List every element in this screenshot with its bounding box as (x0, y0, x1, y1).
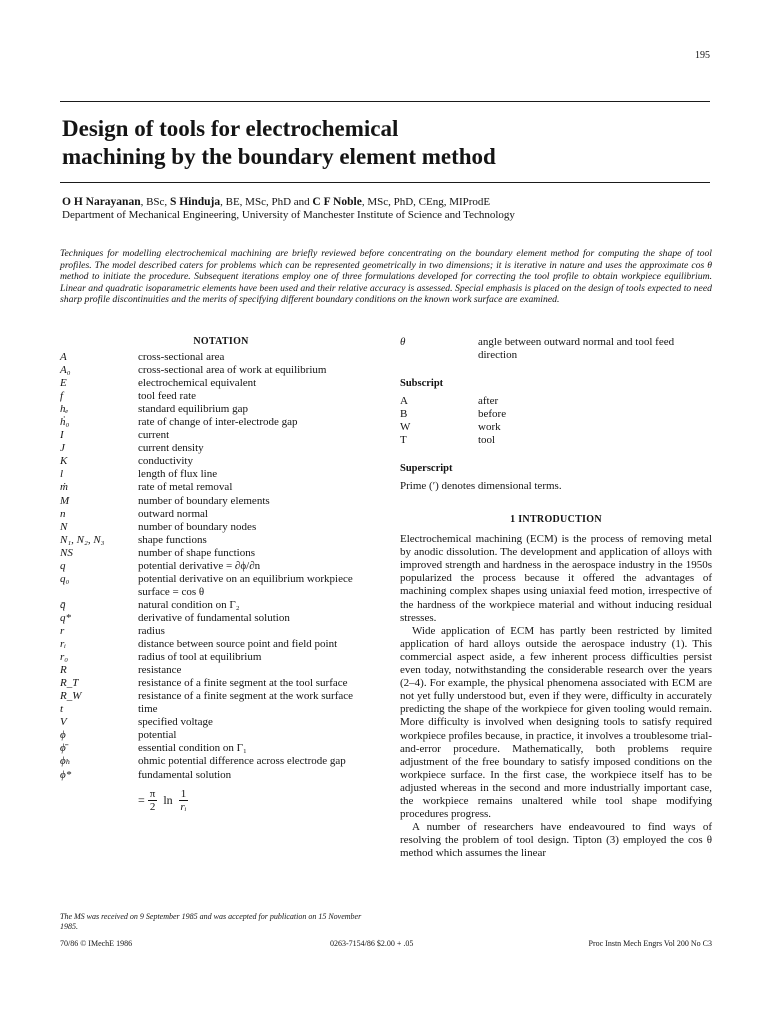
title-line-2: machining by the boundary element method (62, 144, 496, 169)
notation-row (60, 560, 382, 573)
footer-copyright: 70/86 © IMechE 1986 (60, 939, 133, 948)
notation-row (60, 651, 382, 664)
subscript-row (400, 395, 712, 408)
notation-list (60, 351, 382, 782)
notation-row (60, 508, 382, 521)
footer-journal-reference: Proc Instn Mech Engrs Vol 200 No C3 (588, 939, 712, 948)
subscript-value: before (478, 408, 507, 421)
formula-denominator-ri: rᵢ (180, 800, 187, 813)
notation-definition: shape functions (138, 533, 207, 546)
formula-fraction-pi-over-2 (148, 788, 158, 813)
subscript-row (400, 421, 712, 434)
notation-symbol: ϕ (60, 729, 66, 742)
author-1-name: O H Narayanan (62, 196, 141, 208)
notation-symbol: A₀ (60, 364, 71, 377)
notation-definition: essential condition on Γ₁ (138, 742, 247, 755)
notation-symbol: I (60, 429, 64, 442)
notation-row (60, 638, 382, 651)
notation-definition: standard equilibrium gap (138, 403, 248, 416)
notation-symbol: ϕₕ (60, 755, 71, 768)
introduction-paragraph-3: A number of researchers have endeavoured to find ways of resolving the problem of tool design. Tipton (3) employed the cos θ method which assumes the linear (400, 821, 712, 860)
subscript-value: tool (478, 434, 496, 447)
notation-symbol: ḣ₀ (60, 416, 70, 429)
superscript-heading: Superscript (400, 463, 453, 475)
notation-definition: radius of tool at equilibrium (138, 651, 262, 664)
author-2-credentials: , BE, MSc, PhD and (220, 196, 313, 208)
notation-symbol: N₁, N₂, N₃ (60, 533, 105, 546)
notation-row (60, 390, 382, 403)
superscript-text: Prime (′) denotes dimensional terms. (400, 480, 562, 493)
footer-issn-price: 0263-7154/86 $2.00 + .05 (330, 939, 414, 948)
notation-symbol: ϕ̄ (60, 742, 66, 755)
notation-row (60, 755, 382, 768)
notation-symbol: K (60, 455, 68, 468)
notation-symbol: A (60, 351, 67, 363)
notation-symbol: r₀ (60, 651, 69, 664)
formula-numerator-pi: π (149, 787, 156, 800)
notation-definition: resistance (138, 664, 182, 677)
introduction-heading: 1 INTRODUCTION (510, 514, 602, 526)
paper-title (62, 115, 702, 171)
notation-definition: fundamental solution (138, 768, 232, 781)
author-1-credentials: , BSc, (140, 196, 170, 208)
notation-definition: current density (138, 442, 204, 455)
notation-definition: number of boundary elements (138, 494, 270, 507)
notation-definition: cross-sectional area of work at equilibrium (138, 364, 327, 377)
notation-symbol: q₀ (60, 572, 70, 585)
notation-definition: potential (138, 729, 177, 742)
notation-definition: tool feed rate (138, 390, 197, 403)
introduction-paragraph-2: Wide application of ECM has partly been restricted by limited application of hard alloys outside the aerospace industry (1). This commercial aspect aside, a few inherent process difficulties persist even today, notwithstanding the considerable research over the years (2–4). For example, the physical phenomena associated with ECM are not yet fully understood but, even if they were, difficulty in accurately predicting the shape of the workpiece for given tooling would remain. More difficulty is involved when designing tools to satisfy required workpiece profiles because, in practice, it involves a troublesome trial-and-error procedure. Mathematically, both problems require adjustment of the free boundary to satisfy imposed conditions on the workpiece surface. In the first case, the workpiece itself has to be adjusted whereas in the second and more industrially important case, the workpiece remains unaltered while tool shape modifying procedures progress. (400, 624, 712, 821)
notation-symbol: q̄ (60, 598, 66, 611)
top-rule (60, 101, 710, 102)
introduction-section (400, 514, 712, 860)
left-column (60, 336, 382, 813)
notation-row (60, 716, 382, 729)
notation-symbol: l (60, 468, 64, 481)
notation-row (60, 468, 382, 481)
notation-definition: potential derivative = ∂ϕ/∂n (138, 559, 261, 572)
notation-row (60, 729, 382, 742)
notation-symbol: E (60, 377, 67, 390)
notation-definition: derivative of fundamental solution (138, 611, 290, 624)
notation-symbol: R_W (60, 690, 82, 703)
author-3-name: C F Noble (312, 196, 362, 208)
notation-definition: rate of metal removal (138, 481, 233, 494)
formula-numerator-1: 1 (180, 787, 187, 800)
notation-row (60, 351, 382, 364)
notation-definition: electrochemical equivalent (138, 377, 257, 390)
formula-equals: = (138, 792, 145, 807)
notation-definition: conductivity (138, 455, 193, 468)
notation-row (60, 442, 382, 455)
notation-heading: NOTATION (193, 336, 249, 347)
notation-symbol: ϕ* (60, 768, 72, 781)
subscript-list (400, 395, 712, 447)
notation-symbol: R_T (60, 677, 79, 690)
notation-row (60, 690, 382, 703)
notation-row (60, 521, 382, 534)
notation-symbol: rᵢ (60, 638, 67, 651)
notation-symbol: NS (60, 546, 73, 559)
subscript-value: after (478, 395, 499, 408)
author-affiliation: Department of Mechanical Engineering, University of Manchester Institute of Science and Technology (62, 209, 515, 221)
notation-row (60, 573, 382, 599)
notation-symbol: r (60, 624, 65, 637)
subscript-key: T (400, 434, 407, 447)
page-number: 195 (695, 50, 710, 61)
author-names (62, 196, 722, 209)
title-rule (60, 182, 710, 183)
notation-symbol: N (60, 520, 68, 533)
notation-symbol: ṁ (60, 481, 68, 494)
notation-symbol: R (60, 664, 67, 677)
subscript-heading: Subscript (400, 378, 444, 390)
notation-symbol: q* (60, 611, 71, 624)
notation-definition: ohmic potential difference across electrode gap (138, 755, 346, 768)
formula-ln: ln (163, 792, 173, 807)
subscript-key: A (400, 395, 408, 408)
notation-row (60, 547, 382, 560)
notation-definition: length of flux line (138, 468, 218, 481)
notation-row (60, 495, 382, 508)
notation-row (60, 612, 382, 625)
formula-fraction-1-over-ri (179, 788, 189, 813)
received-footnote: The MS was received on 9 September 1985 and was accepted for publication on 15 November 1985. (60, 912, 362, 931)
notation-definition: resistance of a finite segment at the work surface (138, 690, 354, 703)
notation-definition: rate of change of inter-electrode gap (138, 416, 298, 429)
formula-denominator-2: 2 (149, 800, 156, 813)
title-line-1: Design of tools for electrochemical (62, 116, 399, 141)
notation-definition: specified voltage (138, 716, 213, 729)
notation-definition: radius (138, 624, 165, 637)
subscript-row (400, 434, 712, 447)
notation-symbol: n (60, 507, 66, 520)
notation-row (60, 455, 382, 468)
author-2-name: S Hinduja (169, 196, 221, 208)
notation-symbol: V (60, 716, 67, 729)
notation-row (60, 364, 382, 377)
notation-row (60, 599, 382, 612)
notation-symbol: q (60, 559, 66, 572)
notation-symbol: J (60, 442, 65, 455)
notation-definition: number of boundary nodes (138, 520, 257, 533)
notation-definition: angle between outward normal and tool feed direction (478, 336, 675, 362)
notation-definition: cross-sectional area (138, 351, 225, 363)
notation-definition: current (138, 429, 170, 442)
notation-row (60, 664, 382, 677)
notation-symbol: M (60, 494, 70, 507)
subscript-value: work (478, 421, 501, 434)
notation-symbol: t (60, 703, 64, 716)
notation-row (60, 377, 382, 390)
author-block (62, 196, 722, 222)
notation-symbol: hₑ (60, 403, 69, 416)
notation-row (60, 769, 382, 782)
fundamental-solution-formula (138, 788, 382, 813)
notation-symbol: θ (400, 336, 406, 348)
subscript-key: B (400, 408, 408, 421)
notation-row (60, 429, 382, 442)
subscript-row (400, 408, 712, 421)
notation-definition: outward normal (138, 507, 208, 520)
notation-row (60, 677, 382, 690)
notation-definition: resistance of a finite segment at the tool surface (138, 677, 348, 690)
notation-definition: distance between source point and field point (138, 638, 338, 651)
notation-row (60, 534, 382, 547)
introduction-paragraph-1: Electrochemical machining (ECM) is the process of removing metal by anodic dissolution. The development and application of alloys with improved strength and hardness in the aerospace industry in the 1950s popularized the process because it offered the advantages of machining complex shapes using uniaxial feed motion, irrespective of the hardness of the workpiece material and without inducing residual stresses. (400, 533, 712, 624)
notation-row (60, 403, 382, 416)
notation-symbol: f (60, 390, 64, 403)
right-column (400, 336, 712, 860)
notation-definition: time (138, 703, 158, 716)
author-3-credentials: , MSc, PhD, CEng, MIProdE (361, 196, 491, 208)
notation-row-theta (400, 336, 712, 362)
notation-row (60, 481, 382, 494)
notation-row (60, 742, 382, 755)
notation-row (60, 625, 382, 638)
notation-row (60, 703, 382, 716)
abstract: Techniques for modelling electrochemical machining are briefly reviewed before concentrating on the boundary element method for computing the shape of tool profiles. The model described caters for problems which can be represented geometrically in two dimensions; it is iterative in nature and uses the approximate cos θ method to initiate the procedure. Subsequent iterations employ one of three formulations developed for correcting the tool profile to obtain workpiece equilibrium. Linear and quadratic isoparametric elements have been used and their relative accuracy is assessed. Special emphasis is placed on the design of tools expected to need sharp profile discontinuities and the merits of specifying different boundary conditions on the known work surface are examined. (60, 248, 712, 306)
subscript-key: W (400, 421, 411, 434)
notation-definition: potential derivative on an equilibrium workpiece surface = cos θ (138, 572, 353, 598)
notation-definition: number of shape functions (138, 546, 255, 559)
notation-row (60, 416, 382, 429)
notation-definition: natural condition on Γ₂ (138, 598, 240, 611)
